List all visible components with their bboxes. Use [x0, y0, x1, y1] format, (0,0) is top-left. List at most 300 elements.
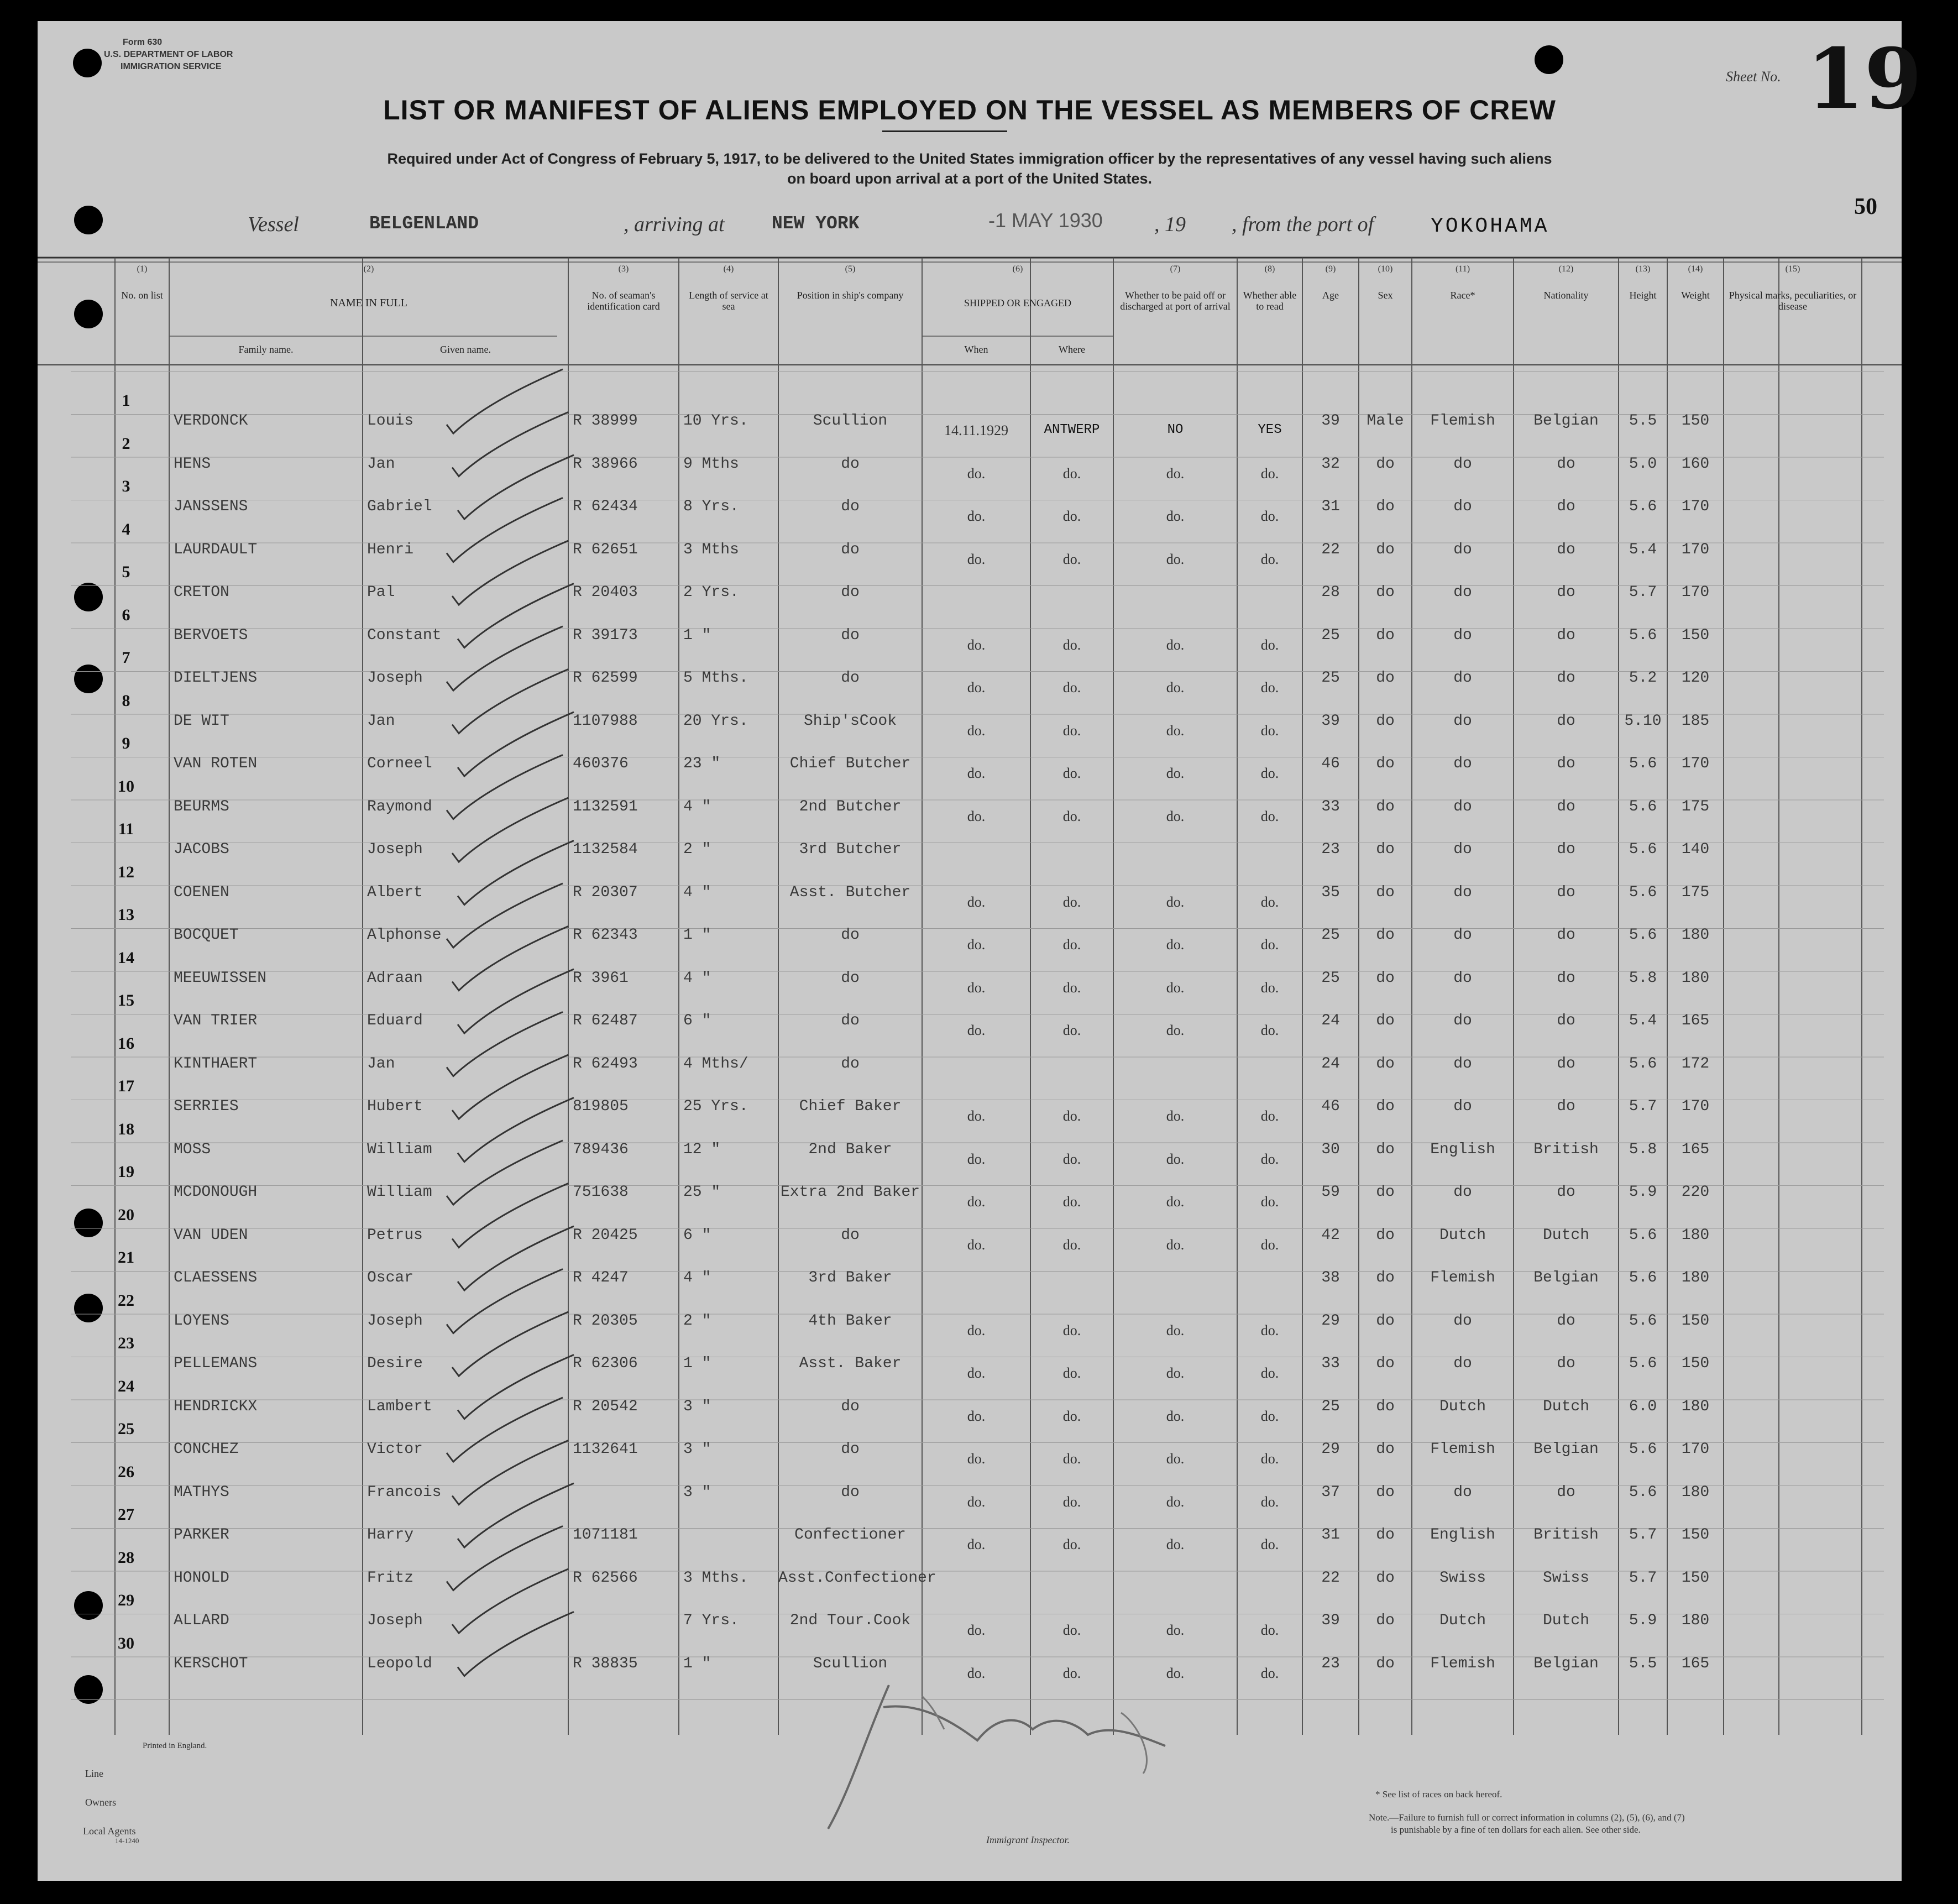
row-number: 28 [118, 1548, 134, 1567]
arrival-date-stamp: -1 MAY 1930 [988, 209, 1103, 232]
cell-sex: do [1376, 1269, 1395, 1286]
cell-height: 5.8 [1629, 1141, 1657, 1158]
cell-weight: 180 [1681, 1226, 1710, 1244]
cell-nationality: Belgian [1533, 1441, 1599, 1458]
cell-sex: do [1376, 1526, 1395, 1544]
cell-nationality: Swiss [1542, 1569, 1589, 1587]
column-number: (3) [618, 264, 629, 274]
cell-position: 3rd Butcher [799, 841, 902, 858]
cell-where: do. [1062, 765, 1081, 781]
cell-position: 2nd Butcher [799, 798, 902, 815]
cell-sex: do [1376, 1441, 1395, 1458]
cell-service: 4 " [683, 969, 711, 987]
local-agents-label: Local Agents [83, 1825, 136, 1837]
cell-read: do. [1260, 979, 1279, 996]
cell-where: do. [1062, 979, 1081, 996]
cell-when: do. [967, 1022, 986, 1038]
cell-given: Harry [367, 1526, 414, 1544]
cell-read: do. [1260, 722, 1279, 739]
cell-age: 31 [1321, 498, 1340, 515]
cell-nationality: do [1557, 883, 1575, 901]
cell-height: 5.6 [1629, 1269, 1657, 1286]
cell-nationality: do [1557, 669, 1575, 687]
column-header: Length of service at sea [689, 290, 768, 312]
row-number: 2 [122, 434, 130, 453]
cell-position: do [841, 1398, 860, 1415]
cell-service: 9 Mths [683, 455, 739, 473]
cell-when: do. [967, 765, 986, 781]
cell-card: R 38966 [573, 455, 638, 473]
cell-where: do. [1062, 1665, 1081, 1681]
cell-position: Chief Butcher [789, 755, 911, 772]
year-label: , 19 [1154, 213, 1186, 236]
cell-age: 46 [1321, 1098, 1340, 1115]
cell-paid: do. [1166, 1322, 1185, 1338]
column-header: No. of seaman's identification card [587, 290, 660, 312]
cell-card: R 62487 [573, 1012, 638, 1029]
cell-when: do. [967, 1408, 986, 1424]
cell-nationality: do [1557, 969, 1575, 987]
cell-when: do. [967, 636, 986, 653]
cell-weight: 165 [1681, 1141, 1710, 1158]
cell-paid: do. [1166, 551, 1185, 567]
cell-family: VAN TRIER [174, 1012, 258, 1029]
cell-sex: do [1376, 1655, 1395, 1672]
cell-family: VERDONCK [174, 412, 248, 430]
inspector-signature [38, 21, 1902, 1881]
cell-race: do [1453, 455, 1472, 473]
row-number: 4 [122, 520, 130, 538]
cell-read: do. [1260, 1150, 1279, 1167]
cell-when: do. [967, 679, 986, 695]
cell-card: R 62306 [573, 1355, 638, 1372]
cell-nationality: do [1557, 927, 1575, 944]
cell-paid: do. [1166, 1665, 1185, 1681]
cell-age: 30 [1321, 1141, 1340, 1158]
cell-read: do. [1260, 1108, 1279, 1124]
cell-service: 1 " [683, 626, 711, 644]
row-number: 6 [122, 605, 130, 624]
column-number: (1) [137, 264, 148, 274]
cell-height: 5.4 [1629, 541, 1657, 558]
cell-height: 5.6 [1629, 755, 1657, 772]
cell-service: 4 " [683, 798, 711, 815]
from-port-label: , from the port of [1232, 213, 1374, 236]
cell-where: do. [1062, 1108, 1081, 1124]
cell-height: 6.0 [1629, 1398, 1657, 1415]
row-number: 16 [118, 1034, 134, 1053]
cell-race: Flemish [1430, 1655, 1495, 1672]
cell-when: do. [967, 722, 986, 739]
cell-height: 5.6 [1629, 498, 1657, 515]
cell-paid: do. [1166, 1150, 1185, 1167]
cell-read: do. [1260, 1536, 1279, 1552]
cell-height: 5.7 [1629, 1526, 1657, 1544]
row-number: 15 [118, 991, 134, 1009]
cell-weight: 170 [1681, 1098, 1710, 1115]
cell-family: CONCHEZ [174, 1441, 239, 1458]
cell-nationality: Dutch [1542, 1226, 1589, 1244]
cell-given: Jan [367, 712, 395, 730]
cell-card: R 20542 [573, 1398, 638, 1415]
cell-where: do. [1062, 893, 1081, 910]
cell-weight: 150 [1681, 1312, 1710, 1330]
cell-height: 5.6 [1629, 1312, 1657, 1330]
cell-weight: 170 [1681, 498, 1710, 515]
cell-age: 25 [1321, 626, 1340, 644]
cell-card: R 20307 [573, 883, 638, 901]
cell-card: R 38999 [573, 412, 638, 430]
cell-weight: 180 [1681, 1612, 1710, 1629]
cell-position: do [841, 626, 860, 644]
cell-nationality: do [1557, 712, 1575, 730]
column-number: (10) [1378, 264, 1393, 274]
cell-sex: Male [1367, 412, 1404, 430]
cell-age: 39 [1321, 712, 1340, 730]
cell-read: do. [1260, 1022, 1279, 1038]
cell-height: 5.9 [1629, 1612, 1657, 1629]
cell-age: 39 [1321, 412, 1340, 430]
manifest-sheet [38, 21, 1922, 1881]
cell-card: 460376 [573, 755, 629, 772]
cell-service: 3 " [683, 1483, 711, 1501]
cell-nationality: do [1557, 1055, 1575, 1073]
column-number: (2) [363, 264, 374, 274]
cell-weight: 165 [1681, 1655, 1710, 1672]
cell-race: do [1453, 669, 1472, 687]
cell-given: Joseph [367, 1612, 423, 1629]
cell-sex: do [1376, 1141, 1395, 1158]
cell-position: do [841, 1012, 860, 1029]
cell-when: do. [967, 1622, 986, 1638]
cell-service: 8 Yrs. [683, 498, 739, 515]
row-number: 21 [118, 1248, 134, 1267]
cell-service: 2 Yrs. [683, 584, 739, 601]
cell-position: Asst.Confectioner [778, 1569, 936, 1587]
cell-height: 5.6 [1629, 1226, 1657, 1244]
cell-height: 5.4 [1629, 1012, 1657, 1029]
cell-given: William [367, 1184, 432, 1201]
cell-nationality: do [1557, 1483, 1575, 1501]
cell-age: 25 [1321, 1398, 1340, 1415]
cell-weight: 175 [1681, 798, 1710, 815]
cell-race: English [1430, 1141, 1495, 1158]
cell-paid: do. [1166, 1536, 1185, 1552]
cell-where: do. [1062, 508, 1081, 524]
cell-position: Scullion [813, 1655, 888, 1672]
cell-where: do. [1062, 937, 1081, 953]
vessel-label: Vessel [248, 213, 299, 236]
cell-nationality: do [1557, 1312, 1575, 1330]
cell-nationality: do [1557, 498, 1575, 515]
cell-given: Gabriel [367, 498, 432, 515]
cell-nationality: British [1533, 1526, 1599, 1544]
cell-given: Petrus [367, 1226, 423, 1244]
cell-position: Extra 2nd Baker [780, 1184, 920, 1201]
cell-family: CRETON [174, 584, 229, 601]
cell-age: 37 [1321, 1483, 1340, 1501]
cell-family: JACOBS [174, 841, 229, 858]
cell-nationality: do [1557, 626, 1575, 644]
cell-where: do. [1062, 1150, 1081, 1167]
cell-paid: do. [1166, 679, 1185, 695]
cell-card: 819805 [573, 1098, 629, 1115]
cell-card: R 39173 [573, 626, 638, 644]
cell-nationality: do [1557, 1355, 1575, 1372]
row-number: 12 [118, 862, 134, 881]
row-number: 27 [118, 1505, 134, 1524]
cell-when: do. [967, 1536, 986, 1552]
cell-age: 59 [1321, 1184, 1340, 1201]
cell-family: JANSSENS [174, 498, 248, 515]
cell-height: 5.6 [1629, 798, 1657, 815]
column-header: Physical marks, peculiarities, or disease [1729, 290, 1857, 312]
cell-race: Flemish [1430, 1441, 1495, 1458]
cell-sex: do [1376, 1098, 1395, 1115]
cell-family: VAN ROTEN [174, 755, 258, 772]
cell-service: 25 Yrs. [683, 1098, 748, 1115]
cell-when: do. [967, 808, 986, 824]
cell-sex: do [1376, 927, 1395, 944]
cell-family: DIELTJENS [174, 669, 258, 687]
column-number: (12) [1558, 264, 1574, 274]
cell-height: 5.6 [1629, 841, 1657, 858]
cell-race: Dutch [1439, 1226, 1486, 1244]
cell-when: do. [967, 508, 986, 524]
cell-nationality: do [1557, 584, 1575, 601]
row-number: 11 [118, 820, 134, 838]
cell-where: do. [1062, 722, 1081, 739]
cell-age: 46 [1321, 755, 1340, 772]
cell-weight: 170 [1681, 1441, 1710, 1458]
row-number: 3 [122, 477, 130, 495]
cell-position: do [841, 669, 860, 687]
cell-age: 31 [1321, 1526, 1340, 1544]
cell-age: 33 [1321, 798, 1340, 815]
cell-when: do. [967, 1236, 986, 1253]
cell-sex: do [1376, 1226, 1395, 1244]
cell-family: BOCQUET [174, 927, 239, 944]
cell-service: 6 " [683, 1226, 711, 1244]
cell-when: do. [967, 1322, 986, 1338]
cell-height: 5.9 [1629, 1184, 1657, 1201]
cell-sex: do [1376, 969, 1395, 987]
column-number: (11) [1455, 264, 1470, 274]
cell-weight: 180 [1681, 969, 1710, 987]
cell-nationality: do [1557, 455, 1575, 473]
vessel-name: BELGENLAND [369, 213, 479, 234]
cell-card: R 62599 [573, 669, 638, 687]
column-header: Where [1059, 344, 1085, 355]
column-header: Whether able to read [1243, 290, 1297, 312]
column-header: Weight [1681, 290, 1710, 301]
cell-paid: do. [1166, 765, 1185, 781]
cell-given: Lambert [367, 1398, 432, 1415]
cell-sex: do [1376, 1055, 1395, 1073]
column-header: Whether to be paid off or discharged at port of arrival [1120, 290, 1231, 312]
cell-family: VAN UDEN [174, 1226, 248, 1244]
cell-family: DE WIT [174, 712, 229, 730]
cell-card: R 62566 [573, 1569, 638, 1587]
cell-race: do [1453, 841, 1472, 858]
cell-height: 5.7 [1629, 1569, 1657, 1587]
cell-age: 39 [1321, 1612, 1340, 1629]
cell-age: 42 [1321, 1226, 1340, 1244]
cell-where: do. [1062, 1408, 1081, 1424]
cell-service: 23 " [683, 755, 721, 772]
cell-given: Joseph [367, 669, 423, 687]
cell-weight: 165 [1681, 1012, 1710, 1029]
cell-weight: 150 [1681, 1569, 1710, 1587]
row-number: 17 [118, 1077, 134, 1095]
cell-card: R 3961 [573, 969, 629, 987]
cell-height: 5.2 [1629, 669, 1657, 687]
cell-when: do. [967, 1150, 986, 1167]
penalty-note-2: is punishable by a fine of ten dollars for each alien. See other side. [1391, 1824, 1641, 1835]
row-number: 19 [118, 1163, 134, 1181]
cell-position: Ship'sCook [803, 712, 897, 730]
row-number: 10 [118, 777, 134, 796]
cell-where: do. [1062, 679, 1081, 695]
cell-given: Constant [367, 626, 442, 644]
cell-read: do. [1260, 465, 1279, 482]
row-number: 29 [118, 1591, 134, 1609]
cell-where: do. [1062, 1622, 1081, 1638]
cell-position: Asst. Butcher [789, 883, 911, 901]
cell-weight: 172 [1681, 1055, 1710, 1073]
cell-sex: do [1376, 1355, 1395, 1372]
cell-family: KINTHAERT [174, 1055, 258, 1073]
cell-given: Jan [367, 1055, 395, 1073]
cell-position: 3rd Baker [808, 1269, 892, 1286]
cell-paid: do. [1166, 1022, 1185, 1038]
cell-weight: 170 [1681, 541, 1710, 558]
cell-given: Jan [367, 455, 395, 473]
cell-family: PARKER [174, 1526, 229, 1544]
cell-age: 29 [1321, 1312, 1340, 1330]
cell-race: do [1453, 1483, 1472, 1501]
cell-nationality: do [1557, 1012, 1575, 1029]
cell-when: do. [967, 1194, 986, 1210]
cell-position: Chief Baker [799, 1098, 902, 1115]
cell-sex: do [1376, 1612, 1395, 1629]
cell-position: do [841, 1483, 860, 1501]
cell-read: do. [1260, 1408, 1279, 1424]
cell-family: PELLEMANS [174, 1355, 258, 1372]
column-number: (13) [1635, 264, 1651, 274]
cell-age: 25 [1321, 669, 1340, 687]
row-number: 9 [122, 734, 130, 752]
cell-read: do. [1260, 1236, 1279, 1253]
cell-nationality: Dutch [1542, 1398, 1589, 1415]
cell-where: do. [1062, 1022, 1081, 1038]
cell-nationality: Belgian [1533, 412, 1599, 430]
cell-card: 1132641 [573, 1441, 638, 1458]
cell-card: 1071181 [573, 1526, 638, 1544]
cell-height: 5.5 [1629, 412, 1657, 430]
cell-race: do [1453, 969, 1472, 987]
cell-race: do [1453, 1184, 1472, 1201]
cell-age: 35 [1321, 883, 1340, 901]
cell-race: do [1453, 626, 1472, 644]
cell-read: do. [1260, 1493, 1279, 1510]
cell-age: 28 [1321, 584, 1340, 601]
cell-card: R 20425 [573, 1226, 638, 1244]
cell-race: Swiss [1439, 1569, 1486, 1587]
cell-read: do. [1260, 893, 1279, 910]
column-header: No. on list [121, 290, 163, 301]
cell-paid: do. [1166, 465, 1185, 482]
cell-given: Louis [367, 412, 414, 430]
cell-height: 5.6 [1629, 883, 1657, 901]
cell-paid: do. [1166, 1493, 1185, 1510]
column-header: Race* [1450, 290, 1475, 301]
cell-race: do [1453, 1098, 1472, 1115]
cell-card: 1132591 [573, 798, 638, 815]
cell-where: do. [1062, 465, 1081, 482]
cell-weight: 185 [1681, 712, 1710, 730]
cell-when: do. [967, 1451, 986, 1467]
row-number: 5 [122, 563, 130, 581]
cell-position: do [841, 1441, 860, 1458]
cell-height: 5.6 [1629, 1441, 1657, 1458]
cell-card: R 62434 [573, 498, 638, 515]
cell-service: 6 " [683, 1012, 711, 1029]
sheet-label: Sheet No. [1726, 69, 1781, 85]
cell-read: do. [1260, 937, 1279, 953]
printed-in: Printed in England. [143, 1741, 207, 1750]
cell-card: 1107988 [573, 712, 638, 730]
column-header: Age [1322, 290, 1339, 301]
cell-sex: do [1376, 1312, 1395, 1330]
cell-card: 751638 [573, 1184, 629, 1201]
column-header: SHIPPED OR ENGAGED [964, 297, 1071, 308]
cell-when: do. [967, 465, 986, 482]
cell-race: do [1453, 584, 1472, 601]
cell-age: 23 [1321, 841, 1340, 858]
cell-card: 1132584 [573, 841, 638, 858]
cell-service: 2 " [683, 1312, 711, 1330]
cell-service: 1 " [683, 927, 711, 944]
cell-read: do. [1260, 765, 1279, 781]
cell-read: do. [1260, 636, 1279, 653]
cell-age: 29 [1321, 1441, 1340, 1458]
column-header: Sex [1378, 290, 1393, 301]
cell-position: do [841, 498, 860, 515]
cell-card: R 20403 [573, 584, 638, 601]
cell-age: 25 [1321, 927, 1340, 944]
cell-given: Hubert [367, 1098, 423, 1115]
cell-family: COENEN [174, 883, 229, 901]
cell-read: YES [1258, 422, 1282, 437]
row-number: 14 [118, 948, 134, 967]
cell-age: 38 [1321, 1269, 1340, 1286]
cell-nationality: do [1557, 798, 1575, 815]
cell-read: do. [1260, 808, 1279, 824]
cell-position: Asst. Baker [799, 1355, 902, 1372]
cell-service: 4 Mths/ [683, 1055, 748, 1073]
row-number: 8 [122, 691, 130, 710]
cell-race: do [1453, 755, 1472, 772]
cell-weight: 180 [1681, 1483, 1710, 1501]
cell-weight: 170 [1681, 584, 1710, 601]
cell-paid: do. [1166, 893, 1185, 910]
row-number: 26 [118, 1462, 134, 1481]
cell-race: do [1453, 798, 1472, 815]
cell-service: 1 " [683, 1655, 711, 1672]
form-number: Form 630 [123, 38, 163, 47]
cell-given: Corneel [367, 755, 432, 772]
